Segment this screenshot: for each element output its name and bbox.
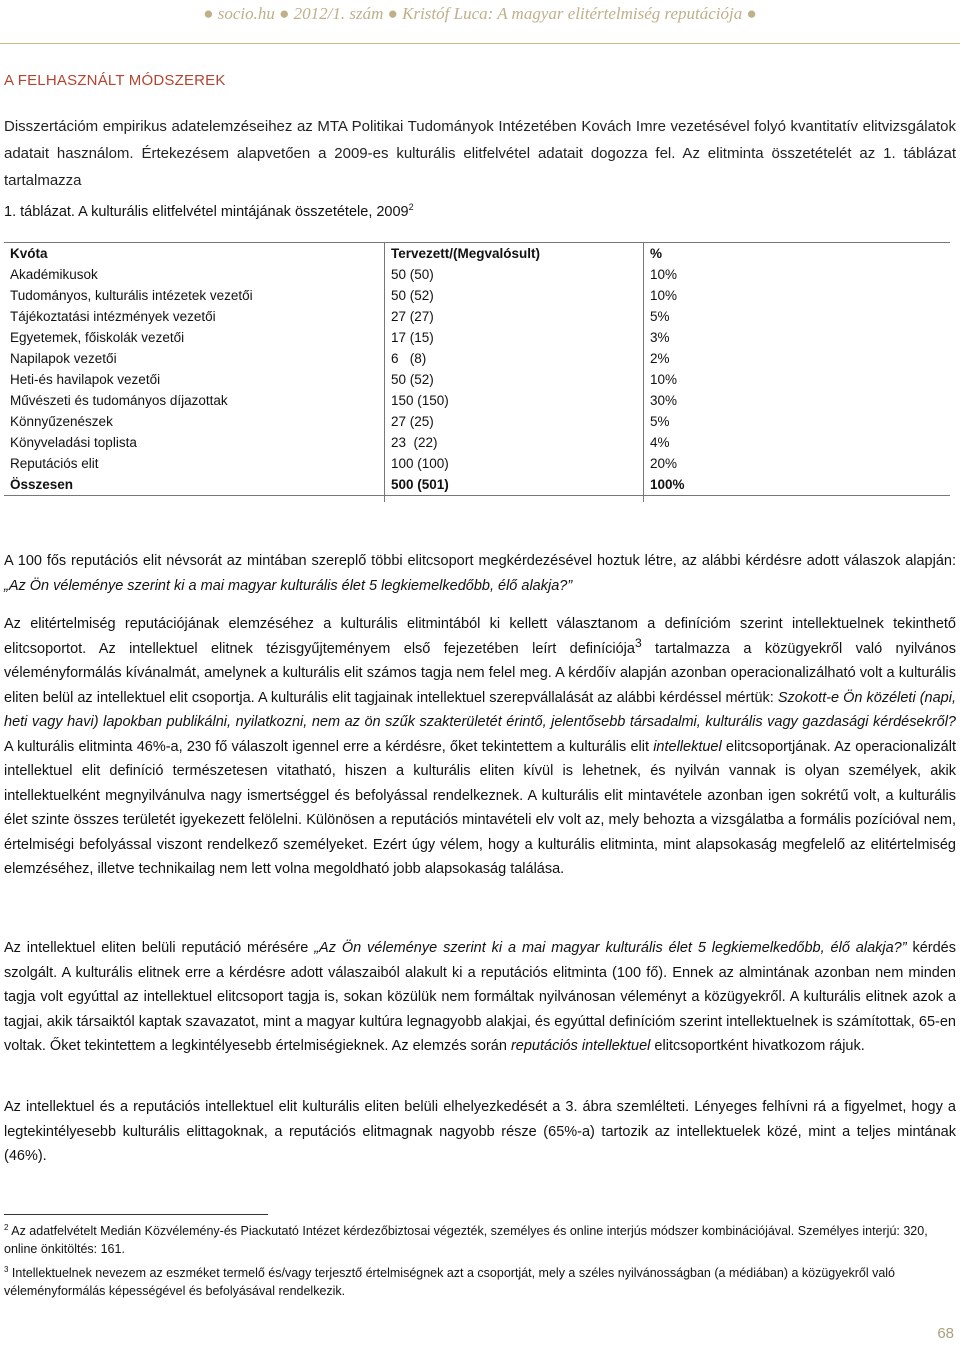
cell-quota: Könyveladási toplista xyxy=(4,432,385,453)
cell-planned: 17 (15) xyxy=(385,327,644,348)
table-header-row xyxy=(4,243,950,265)
cell-quota: Heti-és havilapok vezetői xyxy=(4,369,385,390)
cell-planned: 100 (100) xyxy=(385,453,644,474)
text: A 100 fős reputációs elit névsorát az mintában szereplő többi elitcsoport megkérdezésével hoztuk létre, az alábbi kérdésre adott válaszok alapján: xyxy=(4,553,956,569)
question-text: „Az Ön véleménye szerint ki a mai magyar kulturális élet 5 legkiemelkedőbb, élő alakja?” xyxy=(314,940,907,956)
footnote-3 xyxy=(4,1264,956,1300)
cell-planned: 6 (8) xyxy=(385,348,644,369)
table-row xyxy=(4,285,950,306)
emphasis-text: intellektuel xyxy=(653,738,722,755)
text: tartalmazza a közügyekről való nyilvános véleményformálás kívánalmát, amelynek a kulturális elit számos tagja nem felel meg. A kérdőív alapján azonban operacionalizálható volt a kulturális eliten belül az intellektuel elit csoportja. A kulturális elit tagjainak intellektuel szerepvállalását az alábbi kérdéssel mértük: xyxy=(4,640,956,706)
table-row xyxy=(4,369,950,390)
cell-quota: Könnyűzenészek xyxy=(4,411,385,432)
cell-percent: 20% xyxy=(650,456,678,471)
cell-total-label: Összesen xyxy=(4,474,385,496)
table-row xyxy=(4,327,950,348)
cell-quota: Tudományos, kulturális intézetek vezetői xyxy=(4,285,385,306)
col-header-percent: % xyxy=(644,243,951,265)
col-header-planned: Tervezett/(Megvalósult) xyxy=(385,243,644,265)
cell-quota: Tájékoztatási intézmények vezetői xyxy=(4,306,385,327)
question-text: Szokott-e Ön közéleti (napi, heti vagy havi) lapokban publikálni, nyilatkozni, nem az ön szűk szakterületét érintő, jelentősebb társadalmi, kulturális vagy gazdasági kérdésekről? xyxy=(4,689,956,730)
paragraph-reputation-elite xyxy=(4,549,956,598)
cell-percent: 2% xyxy=(650,351,670,366)
cell-percent: 5% xyxy=(650,309,670,324)
table-row xyxy=(4,306,950,327)
text: kérdés szolgált. A kulturális elitnek erre a kérdésre adott válaszaiból alakult ki a reputációs elitminta (100 fő). Ennek az almintának azonban nem minden tagja volt egyúttal az intellektuel elitcsoport tagja is, sokan közülük nem formáltak nyilvánosan véleményt a közügyekről. A kulturális elitnek azok a tagjai, akik társaiktól kaptak szavazatot, mint a magyar kultúra legnagyobb alakjai, és egyúttal definícióm szerint intellektuelnek is számítottak, 65-en voltak. Őket tekintettem a legkintélyesebb értelmiségieknek. Az elemzés során xyxy=(4,940,956,1054)
running-header: ● socio.hu ● 2012/1. szám ● Kristóf Luca: A magyar elitértelmiség reputációja ● xyxy=(203,4,757,23)
intro-paragraph: Disszertációm empirikus adatelemzéseihez az MTA Politikai Tudományok Intézetében Kovách Imre vezetésével folyó kvantitatív elitvizsgálatok adatait használom. Értekezésem alapvetően a 2009-es kulturális elitfelvétel adatait dogozza fel. Az elitminta összetételét az 1. táblázat tartalmazza xyxy=(4,118,956,189)
spacer-cell xyxy=(385,496,644,503)
cell-planned: 50 (52) xyxy=(385,369,644,390)
table-total-row xyxy=(4,474,950,496)
page-number: 68 xyxy=(937,1325,954,1342)
cell-total-planned: 500 (501) xyxy=(385,474,644,496)
text: elitcsoportjának. Az operacionalizált intellektuel elit definíció természetesen vitatható, hiszen a kulturális eliten kívül is lehetnek, és nyilván vannak is olyan személyek, akik intellektuelként megnyilvánulva nagy ismertséggel és befolyással rendelkeznek. A kulturális elit mintavétele azonban igen sokrétű volt, a kulturális élet szinte összes területét igyekezett felölelni. Különösen a reputációs mintavételi elv volt az, mely behozta a vizsgálatba a formális pozícióval nem, értelmiségi befolyással viszont rendelkező személyeket. Ezért úgy vélem, hogy a kulturális elitminta, mint alapsokaság megfelelő az elitértelmiség elemzéséhez, illetve technikailag nem lett volna megoldható jobb alapsokaság találása. xyxy=(4,738,956,877)
cell-planned: 27 (25) xyxy=(385,411,644,432)
sample-composition-table xyxy=(4,242,950,502)
cell-percent: 10% xyxy=(650,372,678,387)
question-text: „Az Ön véleménye szerint ki a mai magyar kulturális élet 5 legkiemelkedőbb, élő alakja?” xyxy=(4,577,573,594)
cell-planned: 50 (52) xyxy=(385,285,644,306)
cell-percent: 10% xyxy=(650,288,678,303)
cell-planned: 23 (22) xyxy=(385,432,644,453)
footnote-marker: 3 xyxy=(4,1264,9,1274)
paragraph-reputation-measure xyxy=(4,936,956,1059)
cell-quota: Akadémikusok xyxy=(4,264,385,285)
paragraph-figure-reference: Az intellektuel és a reputációs intellektuel elit kulturális eliten belüli elhelyezkedését a 3. ábra szemlélteti. Lényeges felhívni rá a figyelmet, hogy a legtekintélyesebb kulturális elittagoknak, a reputációs elitmagnak nagyobb része (65%-a) tartozik az intellektuelek közé, mint a teljes mintának (46%). xyxy=(4,1099,956,1164)
cell-quota: Művészeti és tudományos díjazottak xyxy=(4,390,385,411)
table-caption-text: 1. táblázat. A kulturális elitfelvétel mintájának összetétele, 2009 xyxy=(4,204,409,220)
emphasis-text: reputációs intellektuel xyxy=(510,1038,651,1054)
table-row xyxy=(4,390,950,411)
footnote-ref-2[interactable]: 2 xyxy=(408,202,414,213)
cell-quota: Reputációs elit xyxy=(4,453,385,474)
spacer-cell xyxy=(4,496,385,503)
cell-planned: 50 (50) xyxy=(385,264,644,285)
section-title: A FELHASZNÁLT MÓDSZEREK xyxy=(4,72,226,89)
table-row xyxy=(4,348,950,369)
col-header-quota: Kvóta xyxy=(4,243,385,265)
cell-planned: 27 (27) xyxy=(385,306,644,327)
table-caption xyxy=(4,204,414,220)
cell-planned: 150 (150) xyxy=(385,390,644,411)
footnote-2 xyxy=(4,1222,956,1258)
text: A kulturális elitminta 46%-a, 230 fő válaszolt igennel erre a kérdésre, őket tekintettem a kulturális elit xyxy=(4,738,654,755)
table-row xyxy=(4,264,950,285)
cell-percent: 10% xyxy=(650,267,678,282)
table-row xyxy=(4,411,950,432)
footnote-ref-3[interactable]: 3 xyxy=(634,635,642,650)
header-rule xyxy=(0,43,960,44)
paragraph-intellectual-elite xyxy=(4,612,956,882)
cell-total-percent: 100% xyxy=(644,474,951,496)
table-row xyxy=(4,432,950,453)
footnote-text: Az adatfelvételt Medián Közvélemény-és Piackutató Intézet kérdezőbiztosai végezték, személyes és online interjús módszer kombinációjával. Személyes interjú: 320, online önkitöltés: 161. xyxy=(4,1224,928,1256)
footnote-text: Intellektuelnek nevezem az eszméket termelő és/vagy terjesztő értelmiségnek azt a csoportját, mely a széles nyilvánosságban (a médiában) a közügyekről való véleményformálás képességével és befolyásával rendelkezik. xyxy=(4,1266,896,1298)
cell-percent: 4% xyxy=(650,435,670,450)
cell-percent: 3% xyxy=(650,330,670,345)
footnote-rule xyxy=(4,1214,268,1215)
cell-quota: Egyetemek, főiskolák vezetői xyxy=(4,327,385,348)
cell-percent: 30% xyxy=(650,393,678,408)
spacer-cell xyxy=(644,496,951,503)
cell-quota: Napilapok vezetői xyxy=(4,348,385,369)
table-spacer-row xyxy=(4,496,950,503)
text: Az intellektuel eliten belüli reputáció mérésére xyxy=(4,940,315,956)
text: Az elitértelmiség reputációjának elemzéséhez a kulturális elitmintából ki kellett választanom a definícióm szerint intellektuelnek tekinthető elitcsoportot. Az intellektuel elitnek tézisgyűjteményem első fejezetében leírt definíciója xyxy=(4,616,956,657)
footnote-marker: 2 xyxy=(4,1222,9,1232)
cell-percent: 5% xyxy=(650,414,670,429)
text: elitcsoportként hivatkozom rájuk. xyxy=(650,1038,865,1054)
table-row xyxy=(4,453,950,474)
